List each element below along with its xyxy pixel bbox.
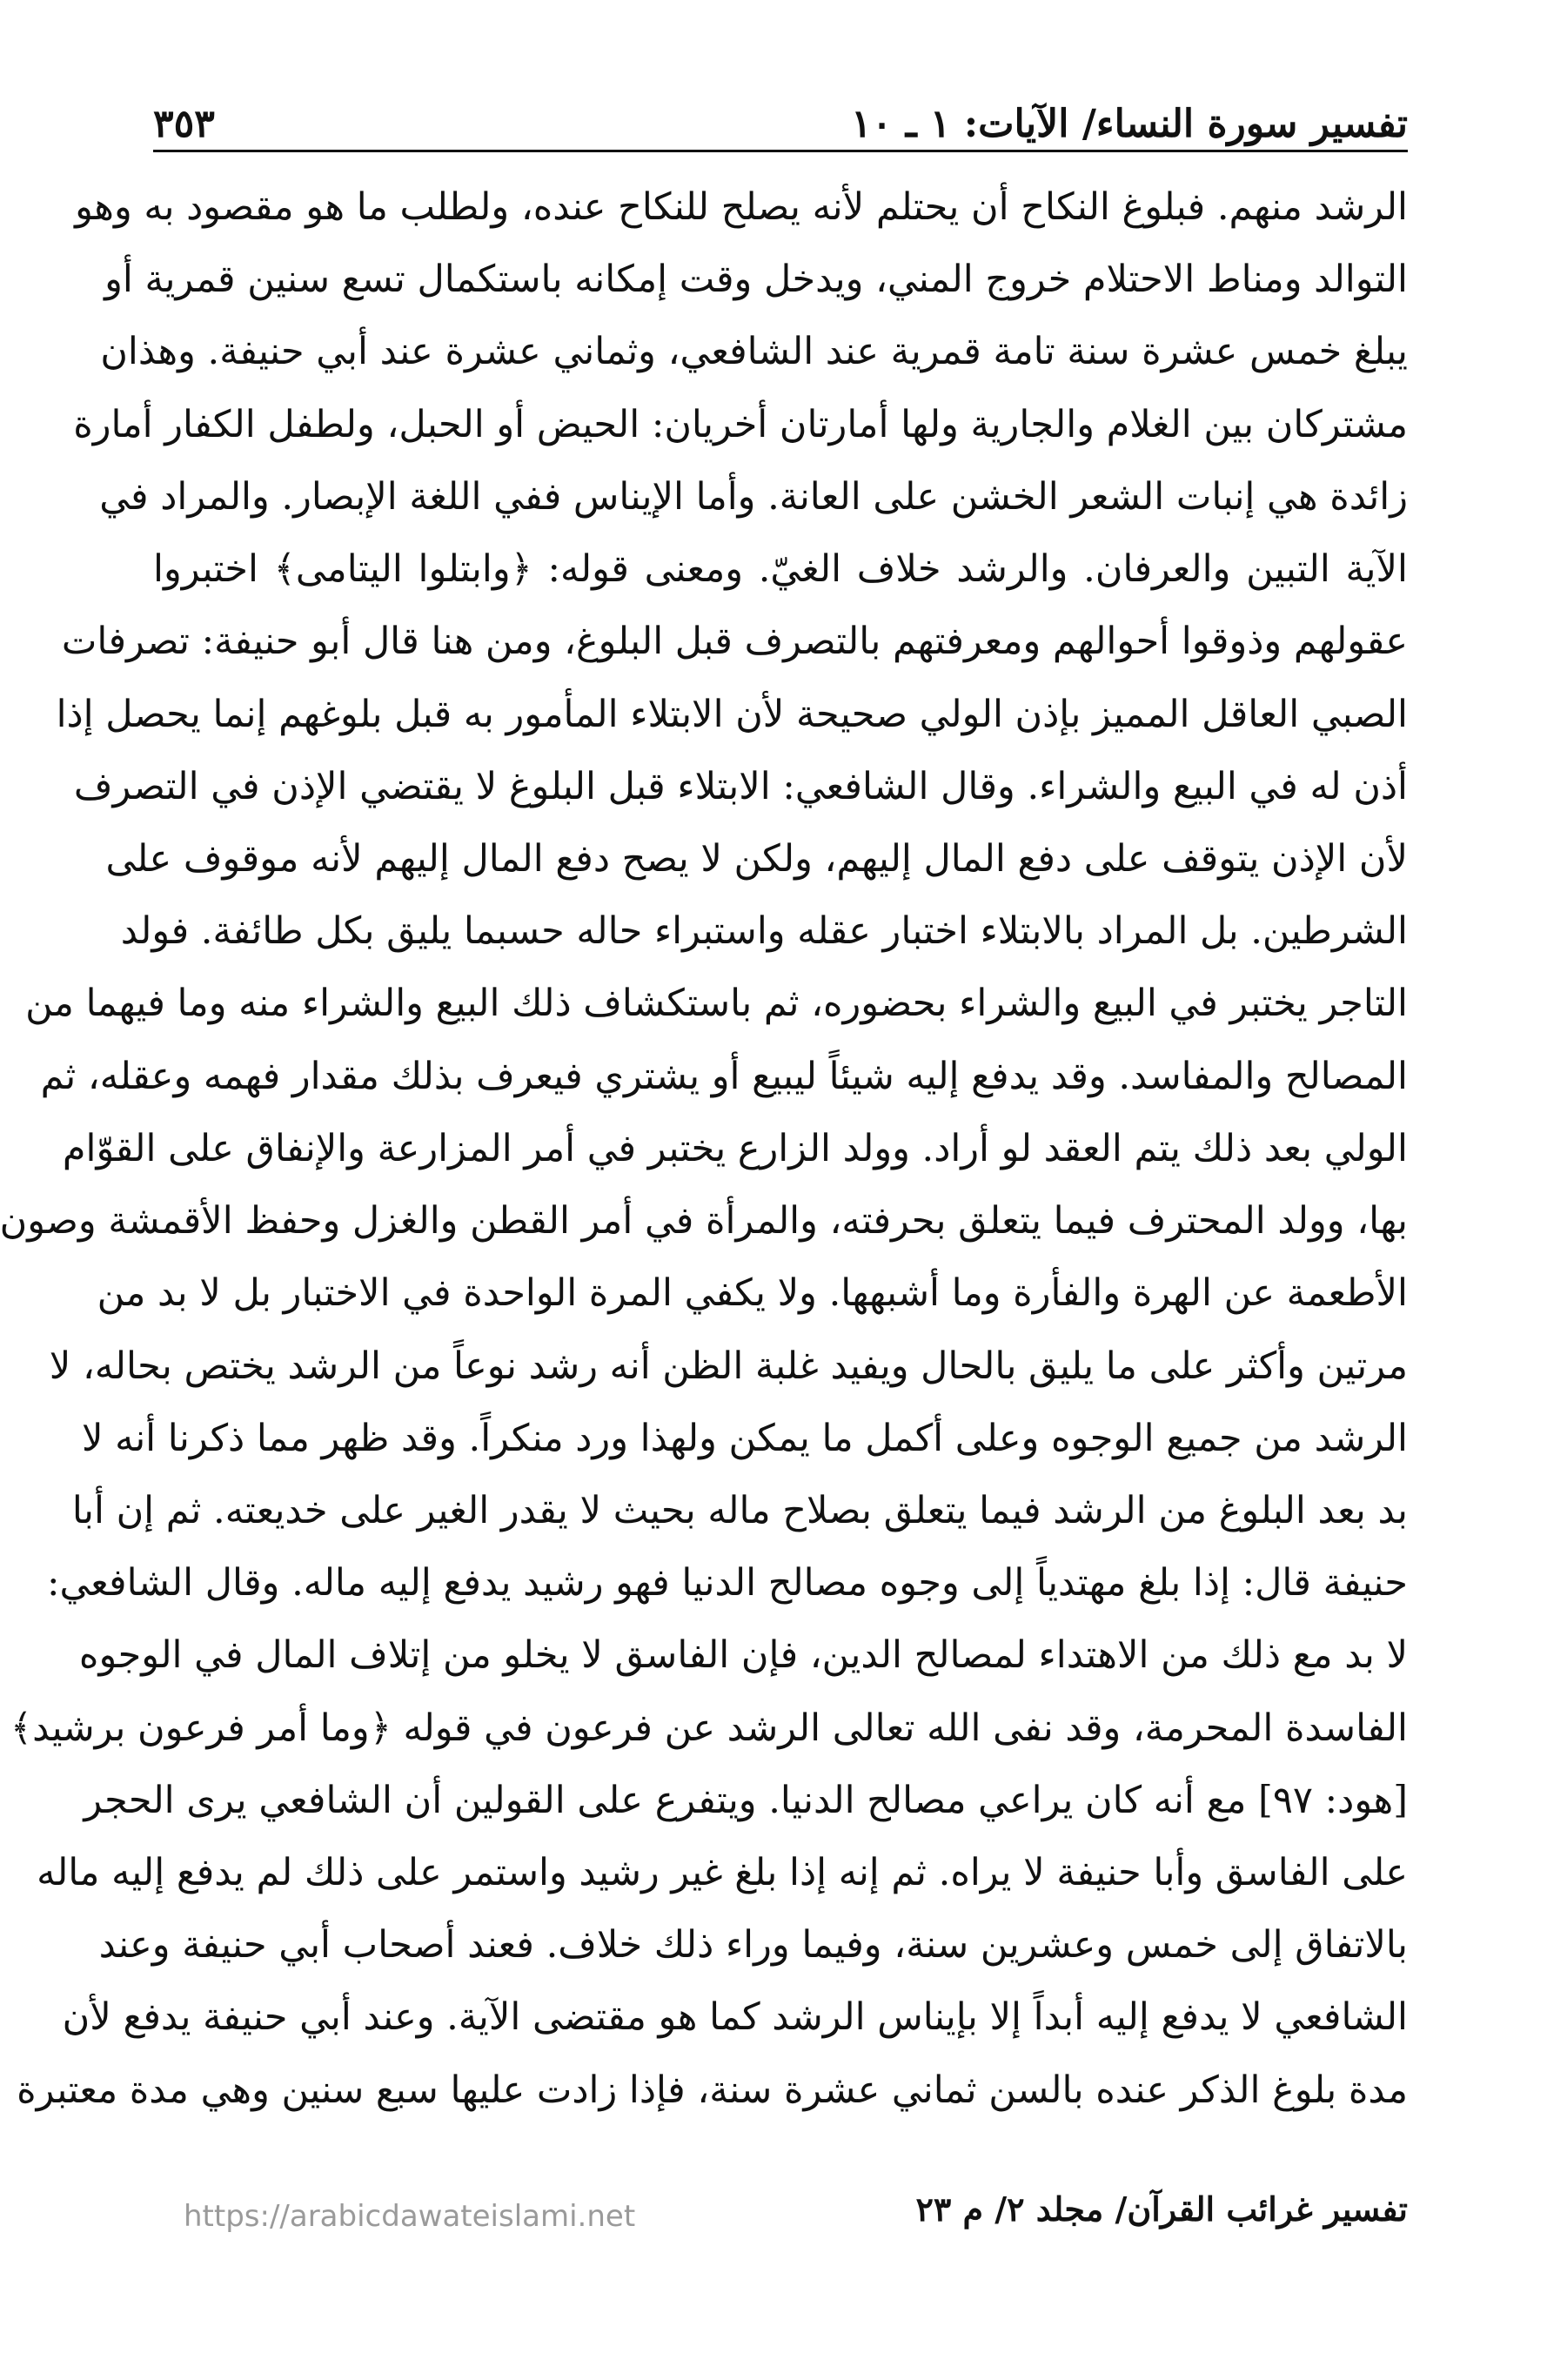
text-line: التوالد ومناط الاحتلام خروج المني، ويدخل وقت إمكانه باستكمال تسع سنين قمرية أو xyxy=(104,258,1408,302)
running-header xyxy=(153,83,1408,144)
text-line: التاجر يختبر في البيع والشراء بحضوره، ثم باستكشاف ذلك البيع والشراء منه وما فيهما من xyxy=(25,982,1408,1026)
text-line: الرشد من جميع الوجوه وعلى أكمل ما يمكن ولهذا ورد منكراً. وقد ظهر مما ذكرنا أنه لا xyxy=(81,1416,1408,1460)
header-title: تفسير سورة النساء/ الآيات: ١ ـ ١٠ xyxy=(851,102,1408,146)
body-text xyxy=(0,174,1408,2123)
text-line: أذن له في البيع والشراء. وقال الشافعي: الابتلاء قبل البلوغ لا يقتضي الإذن في التصرف xyxy=(73,764,1408,808)
header-divider xyxy=(153,150,1408,152)
text-line: الشافعي لا يدفع إليه أبداً إلا بإيناس الرشد كما هو مقتضى الآية. وعند أبي حنيفة يدفع لأن xyxy=(62,1995,1408,2040)
text-line: [هود: ٩٧] مع أنه كان يراعي مصالح الدنيا. ويتفرع على القولين أن الشافعي يرى الحجر xyxy=(84,1778,1408,1822)
text-line: حنيفة قال: إذا بلغ مهتدياً إلى وجوه مصالح الدنيا فهو رشيد يدفع إليه ماله. وقال الشافعي: xyxy=(46,1561,1408,1606)
text-line: الصبي العاقل المميز بإذن الولي صحيحة لأن الابتلاء المأمور به قبل بلوغهم إنما يحصل إذا xyxy=(56,692,1408,736)
text-line: مدة بلوغ الذكر عنده بالسن ثماني عشرة سنة، فإذا زادت عليها سبع سنين وهي مدة معتبرة xyxy=(17,2068,1408,2112)
text-line: بد بعد البلوغ من الرشد فيما يتعلق بصلاح ماله بحيث لا يقدر الغير على خديعته. ثم إن أبا xyxy=(71,1488,1408,1532)
text-line: الفاسدة المحرمة، وقد نفى الله تعالى الرشد عن فرعون في قوله ﴿وما أمر فرعون برشيد﴾ xyxy=(10,1706,1408,1750)
text-line: بها، وولد المحترف فيما يتعلق بحرفته، والمرأة في أمر القطن والغزل وحفظ الأقمشة وصون xyxy=(0,1199,1408,1244)
text-line: بالاتفاق إلى خمس وعشرين سنة، وفيما وراء ذلك خلاف. فعند أصحاب أبي حنيفة وعند xyxy=(98,1923,1408,1968)
text-line: لا بد مع ذلك من الاهتداء لمصالح الدين، فإن الفاسق لا يخلو من إتلاف المال في الوجوه xyxy=(78,1633,1408,1678)
text-line: لأن الإذن يتوقف على دفع المال إليهم، ولكن لا يصح دفع المال إليهم لأنه موقوف على xyxy=(105,836,1408,881)
text-line: مشتركان بين الغلام والجارية ولها أمارتان أخريان: الحيض أو الحبل، ولطفل الكفار أمارة xyxy=(73,402,1408,446)
text-line: الشرطين. بل المراد بالابتلاء اختبار عقله واستبراء حاله حسبما يليق بكل طائفة. فولد xyxy=(120,909,1408,954)
footer-watermark: https://arabicdawateislami.net xyxy=(184,2199,636,2234)
text-line: الآية التبين والعرفان. والرشد خلاف الغيّ. ومعنى قوله: ﴿وابتلوا اليتامى﴾ اختبروا xyxy=(153,547,1408,592)
text-line: زائدة هي إنبات الشعر الخشن على العانة. وأما الإيناس ففي اللغة الإبصار. والمراد في xyxy=(99,474,1408,519)
text-line: المصالح والمفاسد. وقد يدفع إليه شيئاً ليبيع أو يشتري فيعرف بذلك مقدار فهمه وعقله، ثم xyxy=(40,1054,1408,1098)
page-number: ٣٥٣ xyxy=(153,102,215,146)
text-line: مرتين وأكثر على ما يليق بالحال ويفيد غلبة الظن أنه رشد نوعاً من الرشد يختص بحاله، لا xyxy=(49,1344,1408,1388)
footer-signature: تفسير غرائب القرآن/ مجلد ٢/ م ٢٣ xyxy=(915,2189,1408,2229)
text-line: الرشد منهم. فبلوغ النكاح أن يحتلم لأنه يصلح للنكاح عنده، ولطلب ما هو مقصود به وهو xyxy=(75,185,1408,229)
text-line: الولي بعد ذلك يتم العقد لو أراد. وولد الزارع يختبر في أمر المزارعة والإنفاق على القوّام xyxy=(62,1126,1408,1170)
text-line: عقولهم وذوقوا أحوالهم ومعرفتهم بالتصرف قبل البلوغ، ومن هنا قال أبو حنيفة: تصرفات xyxy=(61,620,1408,664)
text-line: على الفاسق وأبا حنيفة لا يراه. ثم إنه إذا بلغ غير رشيد واستمر على ذلك لم يدفع إليه ماله xyxy=(37,1851,1408,1895)
text-line: الأطعمة عن الهرة والفأرة وما أشبهها. ولا يكفي المرة الواحدة في الاختبار بل لا بد من xyxy=(97,1271,1408,1316)
text-line: يبلغ خمس عشرة سنة تامة قمرية عند الشافعي، وثماني عشرة عند أبي حنيفة. وهذان xyxy=(100,330,1408,374)
